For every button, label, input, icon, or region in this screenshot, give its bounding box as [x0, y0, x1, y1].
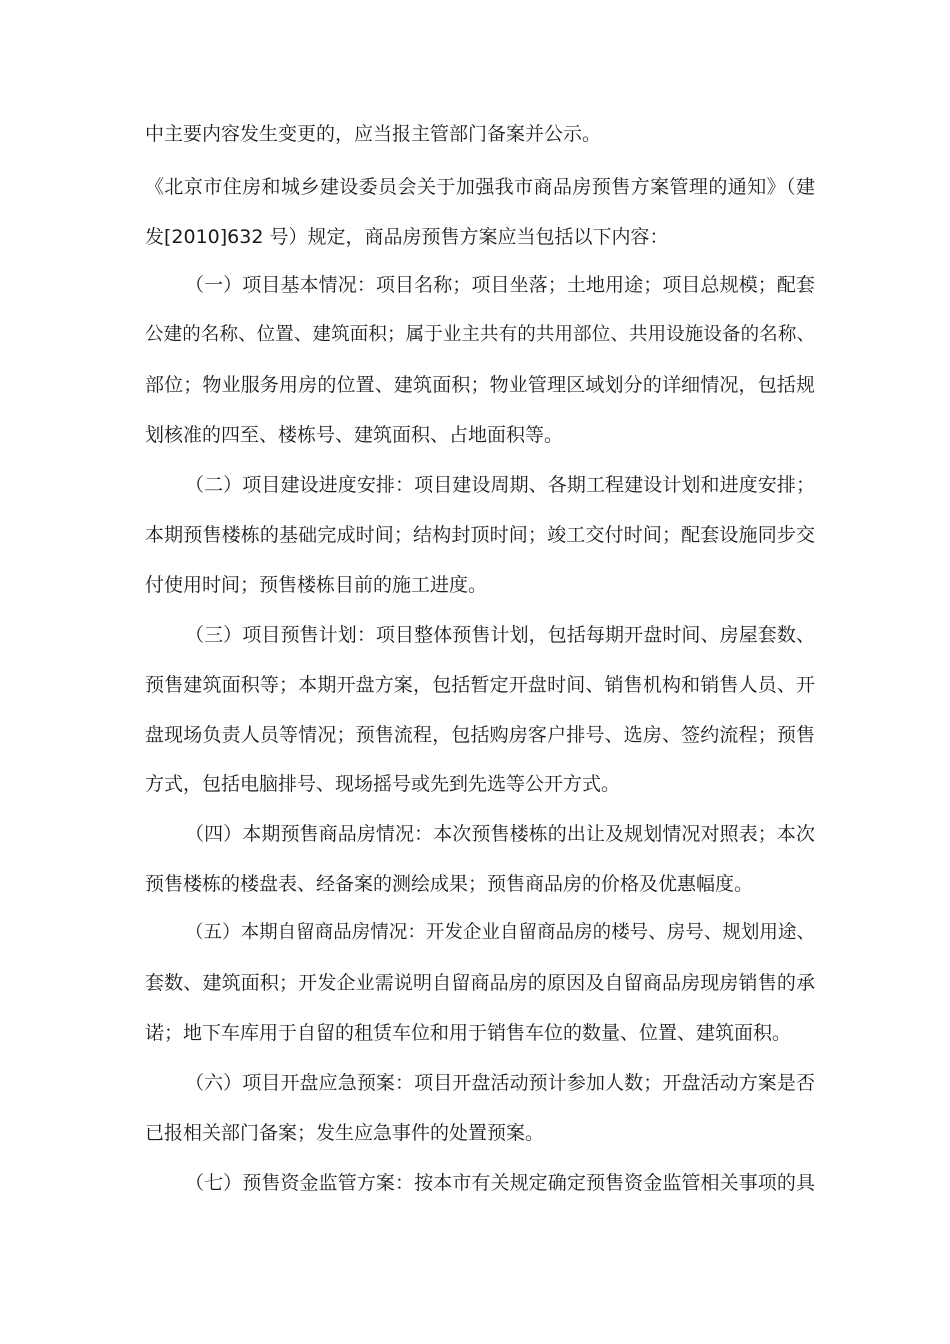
text-line: 付使用时间；预售楼栋目前的施工进度。 — [145, 574, 488, 596]
paragraph-heading-3: （三）项目预售计划：项目整体预售计划，包括每期开盘时间、房屋套数、 — [185, 624, 815, 646]
text-line: 诺；地下车库用于自留的租赁车位和用于销售车位的数量、位置、建筑面积。 — [145, 1022, 792, 1044]
paragraph-heading-5: （五）本期自留商品房情况：开发企业自留商品房的楼号、房号、规划用途、 — [185, 922, 815, 943]
text-line: 本期预售楼栋的基础完成时间；结构封顶时间；竣工交付时间；配套设施同步交 — [145, 524, 815, 546]
text-line: 部位；物业服务用房的位置、建筑面积；物业管理区域划分的详细情况，包括规 — [145, 374, 815, 396]
paragraph-heading-4: （四）本期预售商品房情况：本次预售楼栋的出让及规划情况对照表；本次 — [185, 823, 815, 845]
text-line: 预售楼栋的楼盘表、经备案的测绘成果；预售商品房的价格及优惠幅度。 — [145, 873, 754, 895]
text-line: 《北京市住房和城乡建设委员会关于加强我市商品房预售方案管理的通知》（建 — [145, 176, 815, 198]
text-line: 预售建筑面积等；本期开盘方案，包括暂定开盘时间、销售机构和销售人员、开 — [145, 674, 815, 696]
text-line: 划核准的四至、楼栋号、建筑面积、占地面积等。 — [145, 424, 564, 446]
text-line: 中主要内容发生变更的，应当报主管部门备案并公示。 — [145, 123, 602, 145]
text-line: 公建的名称、位置、建筑面积；属于业主共有的共用部位、共用设施设备的名称、 — [145, 324, 815, 345]
paragraph-heading-6: （六）项目开盘应急预案：项目开盘活动预计参加人数；开盘活动方案是否 — [185, 1072, 815, 1094]
paragraph-heading-1: （一）项目基本情况：项目名称；项目坐落；土地用途；项目总规模；配套 — [185, 274, 815, 296]
paragraph-heading-7: （七）预售资金监管方案：按本市有关规定确定预售资金监管相关事项的具 — [185, 1172, 815, 1194]
text-line: 套数、建筑面积；开发企业需说明自留商品房的原因及自留商品房现房销售的承 — [145, 972, 815, 994]
paragraph-heading-2: （二）项目建设进度安排：项目建设周期、各期工程建设计划和进度安排； — [185, 474, 815, 496]
text-line: 发[2010]632 号）规定，商品房预售方案应当包括以下内容： — [145, 226, 669, 248]
text-line: 已报相关部门备案；发生应急事件的处置预案。 — [145, 1122, 545, 1144]
text-line: 盘现场负责人员等情况；预售流程，包括购房客户排号、选房、签约流程；预售 — [145, 724, 815, 746]
text-line: 方式，包括电脑排号、现场摇号或先到先选等公开方式。 — [145, 773, 621, 795]
